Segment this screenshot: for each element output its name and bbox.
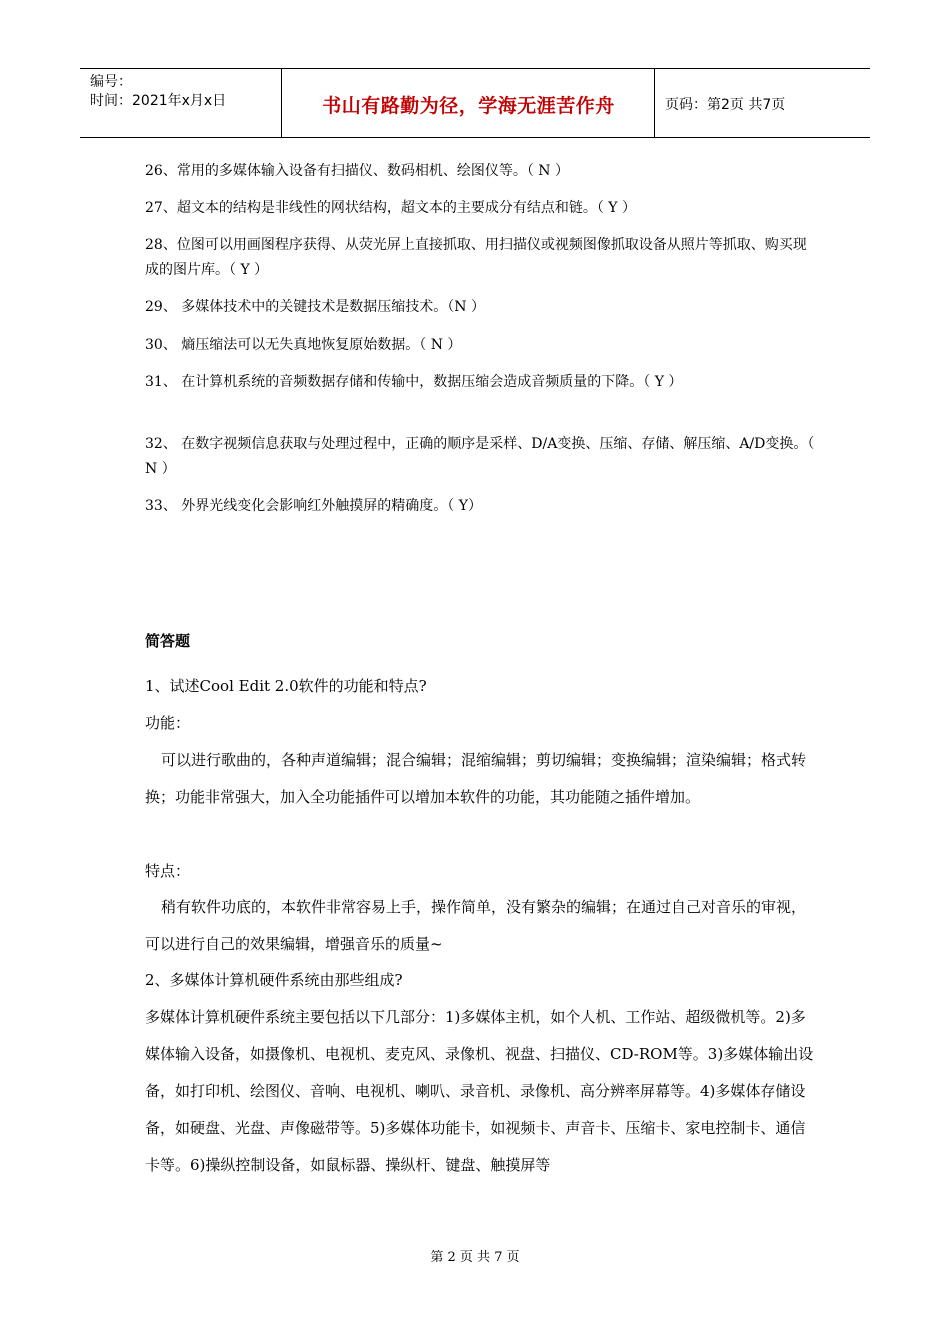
answer-q2-text: 多媒体计算机硬件系统主要包括以下几部分：1)多媒体主机，如个人机、工作站、超级微机等。2)多媒体输入设备，如摄像机、电视机、麦克风、录像机、视盘、扫描仪、CD-ROM等。3)多媒体输出设备，如打印机、绘图仪、音响、电视机、喇叭、录音机、录像机、高分辨率屏幕等。4)多媒体存储设备，如硬盘、光盘、声像磁带等。5)多媒体功能卡，如视频卡、声音卡、压缩卡、家电控制卡、通信卡等。6)操纵控制设备，如鼠标器、操纵杆、键盘、触摸屏等: [145, 1008, 814, 1174]
question-26: 26、常用的多媒体输入设备有扫描仪、数码相机、绘图仪等。（ N ）: [145, 163, 569, 179]
feature-label: 特点：: [145, 862, 191, 880]
feature-text: 稍有软件功底的，本软件非常容易上手，操作简单，没有繁杂的编辑；在通过自己对音乐的审视，可以进行自己的效果编辑，增强音乐的质量~: [145, 898, 807, 953]
function-text: 可以进行歌曲的，各种声道编辑；混合编辑；混缩编辑；剪切编辑；变换编辑；渲染编辑；格式转换；功能非常强大，加入全功能插件可以增加本软件的功能，其功能随之插件增加。: [145, 751, 807, 806]
function-label: 功能：: [145, 714, 191, 732]
header-page-info: 页码：第2页 共7页: [665, 97, 786, 113]
number-label: 编号：: [90, 74, 132, 90]
section-title: 简答题: [145, 632, 191, 650]
time-label: 时间：2021年x月x日: [90, 93, 227, 109]
page-footer: 第 2 页 共 7 页: [430, 1250, 520, 1265]
question-33: 33、 外界光线变化会影响红外触摸屏的精确度。（ Y）: [145, 498, 482, 514]
header-meta: [90, 73, 226, 111]
question-27: 27、超文本的结构是非线性的网状结构，超文本的主要成分有结点和链。（ Y ）: [145, 200, 636, 216]
question-31: 31、 在计算机系统的音频数据存储和传输中，数据压缩会造成音频质量的下降。（ Y ）: [145, 374, 683, 390]
question-28: 28、位图可以用画图程序获得、从荧光屏上直接抓取、用扫描仪或视频图像抓取设备从照片等抓取、购买现成的图片库。（ Y ）: [145, 237, 807, 278]
header-table: [80, 68, 870, 138]
question-30: 30、 熵压缩法可以无失真地恢复原始数据。（ N ）: [145, 337, 462, 353]
question-29: 29、 多媒体技术中的关键技术是数据压缩技术。（N ）: [145, 299, 485, 315]
question-32: 32、 在数字视频信息获取与处理过程中，正确的顺序是采样、D/A变换、压缩、存储、解压缩、A/D变换。（ N ）: [145, 436, 815, 477]
answer-q1-title: 1、试述Cool Edit 2.0软件的功能和特点?: [145, 677, 427, 695]
answer-q2-title: 2、多媒体计算机硬件系统由那些组成?: [145, 971, 403, 989]
motto: 书山有路勤为径，学海无涯苦作舟: [322, 95, 615, 117]
